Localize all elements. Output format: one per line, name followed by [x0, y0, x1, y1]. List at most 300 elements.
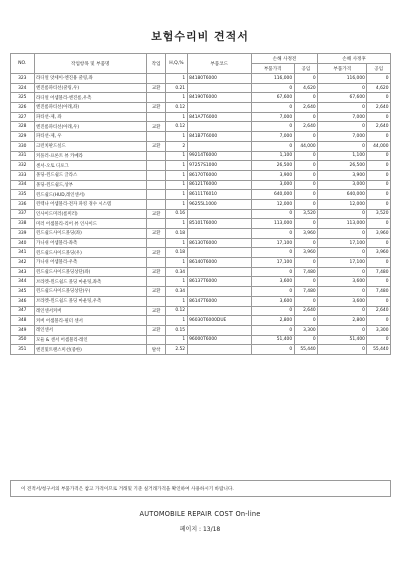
cell-labor-after: 2,640 — [367, 122, 391, 132]
cell-hqty: 1 — [166, 93, 187, 103]
cell-no: 343 — [11, 267, 35, 277]
cell-work: 교환 — [146, 83, 165, 93]
table-row — [11, 287, 391, 297]
cell-part-code: 85101T6000 — [187, 219, 251, 229]
cell-hqty: 0.12 — [166, 306, 187, 316]
cell-work — [146, 74, 165, 84]
cell-no: 342 — [11, 258, 35, 268]
cell-work — [146, 219, 165, 229]
cell-part-price-after: 0 — [318, 229, 367, 239]
cell-part-price-before: 12,000 — [251, 199, 294, 209]
table-row — [11, 335, 391, 345]
table-row — [11, 306, 391, 316]
header-part-price-after: 부품가격 — [318, 64, 367, 74]
cell-part-code — [187, 267, 251, 277]
cell-part-code — [187, 248, 251, 258]
cell-no: 341 — [11, 248, 35, 258]
cell-work — [146, 132, 165, 142]
cell-work — [146, 112, 165, 122]
table-row — [11, 83, 391, 93]
table-row — [11, 170, 391, 180]
cell-labor-before: 0 — [294, 132, 318, 142]
cell-labor-after: 7,480 — [367, 287, 391, 297]
cell-labor-before: 2,640 — [294, 103, 318, 113]
cell-part-code: 86121T6000 — [187, 180, 251, 190]
cell-labor-after: 0 — [367, 132, 391, 142]
cell-part-code: 86137T6000 — [187, 277, 251, 287]
cell-item: 윈드쉴드사이드몰딩상단(우) — [34, 287, 146, 297]
table-row — [11, 277, 391, 287]
cell-labor-before: 2,640 — [294, 122, 318, 132]
cell-part-code — [187, 306, 251, 316]
cell-item: 윈드쉴드사이드몰딩(우) — [34, 248, 146, 258]
cell-part-price-after: 0 — [318, 345, 367, 355]
cell-part-price-after: 51,400 — [318, 335, 367, 345]
cell-hqty: 1 — [166, 74, 187, 84]
cell-labor-before: 4,620 — [294, 83, 318, 93]
cell-part-price-before: 3,900 — [251, 170, 294, 180]
cell-part-code: 99214T6000 — [187, 151, 251, 161]
cell-item: 센서-오토 디포그 — [34, 161, 146, 171]
cell-no: 328 — [11, 122, 35, 132]
cell-part-code — [187, 229, 251, 239]
cell-hqty: 0.18 — [166, 248, 187, 258]
cell-no: 327 — [11, 112, 35, 122]
cell-part-price-before: 640,000 — [251, 190, 294, 200]
cell-work — [146, 277, 165, 287]
cell-work — [146, 258, 165, 268]
table-row — [11, 238, 391, 248]
cell-labor-after: 3,960 — [367, 229, 391, 239]
cell-part-price-after: 0 — [318, 141, 367, 151]
cell-hqty: 1 — [166, 277, 187, 287]
cell-no: 338 — [11, 219, 35, 229]
cell-part-code: 86147T6000 — [187, 296, 251, 306]
cell-part-code — [187, 287, 251, 297]
cell-part-price-before: 3,600 — [251, 296, 294, 306]
cell-part-price-before: 0 — [251, 287, 294, 297]
cell-item: 레인센서커버 — [34, 306, 146, 316]
cell-labor-after: 0 — [367, 74, 391, 84]
cell-part-code — [187, 141, 251, 151]
cell-labor-after: 0 — [367, 258, 391, 268]
cell-work — [146, 238, 165, 248]
cell-part-price-before: 17,100 — [251, 258, 294, 268]
cell-labor-before: 0 — [294, 93, 318, 103]
cell-work — [146, 335, 165, 345]
cell-work — [146, 190, 165, 200]
cell-item: 엔진및트랜스미션(중한) — [34, 345, 146, 355]
cell-work: 교환 — [146, 287, 165, 297]
cell-part-price-before: 26,500 — [251, 161, 294, 171]
cell-part-price-before: 17,100 — [251, 238, 294, 248]
cell-item: 브라켓-윈드쉴드 몰딩 마운팅,우측 — [34, 296, 146, 306]
cell-labor-before: 3,960 — [294, 248, 318, 258]
cell-hqty: 2.52 — [166, 345, 187, 355]
cell-no: 333 — [11, 170, 35, 180]
cell-part-price-after: 17,100 — [318, 258, 367, 268]
cell-no: 323 — [11, 74, 35, 84]
cell-item: 윈드쉴드사이드몰딩(좌) — [34, 229, 146, 239]
cell-hqty: 1 — [166, 199, 187, 209]
cell-labor-before: 0 — [294, 316, 318, 326]
cell-part-code: 841B7T6000 — [187, 132, 251, 142]
table-row — [11, 151, 391, 161]
cell-part-price-before: 113,000 — [251, 219, 294, 229]
cell-part-price-before: 0 — [251, 267, 294, 277]
cell-part-price-after: 0 — [318, 287, 367, 297]
cell-part-price-before: 0 — [251, 306, 294, 316]
page-number: 페이지 : 13/18 — [179, 526, 221, 533]
cell-item: 파티션-제, 좌 — [34, 112, 146, 122]
table-row — [11, 180, 391, 190]
table-row — [11, 93, 391, 103]
table-row — [11, 248, 391, 258]
cell-labor-before: 0 — [294, 151, 318, 161]
cell-labor-after: 44,000 — [367, 141, 391, 151]
cell-part-price-before: 3,000 — [251, 180, 294, 190]
cell-work: 교환 — [146, 103, 165, 113]
cell-item: 모듈 & 센서 어셈블리-레인 — [34, 335, 146, 345]
cell-item: 가니쉬 어셈블리-우측 — [34, 258, 146, 268]
cell-work: 교환 — [146, 306, 165, 316]
cell-hqty: 1 — [166, 180, 187, 190]
cell-hqty: 1 — [166, 219, 187, 229]
cell-labor-after: 0 — [367, 161, 391, 171]
cell-part-price-before: 7,000 — [251, 112, 294, 122]
header-part-price-before: 부품가격 — [251, 64, 294, 74]
header-work: 작업 — [146, 54, 165, 74]
cell-labor-after: 3,300 — [367, 325, 391, 335]
cell-work — [146, 180, 165, 190]
cell-part-price-after: 67,600 — [318, 93, 367, 103]
cell-labor-after: 0 — [367, 180, 391, 190]
cell-item: 커버 어셈블리-필터 센서 — [34, 316, 146, 326]
cell-part-code — [187, 209, 251, 219]
cell-item: 크런치판드실드 — [34, 141, 146, 151]
cell-part-price-after: 3,600 — [318, 277, 367, 287]
table-row — [11, 209, 391, 219]
document-title: 보험수리비 견적서 — [151, 30, 249, 43]
cell-labor-after: 0 — [367, 190, 391, 200]
cell-part-price-before: 1,100 — [251, 151, 294, 161]
cell-labor-after: 4,620 — [367, 83, 391, 93]
cell-no: 334 — [11, 180, 35, 190]
header-labor-before: 공임 — [294, 64, 318, 74]
cell-part-price-after: 2,800 — [318, 316, 367, 326]
cell-labor-before: 0 — [294, 335, 318, 345]
cell-labor-before: 0 — [294, 180, 318, 190]
cell-no: 345 — [11, 287, 35, 297]
cell-work — [146, 199, 165, 209]
cell-part-price-before: 0 — [251, 229, 294, 239]
table-row — [11, 267, 391, 277]
cell-no: 350 — [11, 335, 35, 345]
table-row — [11, 161, 391, 171]
table-row — [11, 103, 391, 113]
cell-part-price-before: 116,000 — [251, 74, 294, 84]
cell-part-price-after: 0 — [318, 122, 367, 132]
cell-labor-after: 55,440 — [367, 345, 391, 355]
cell-part-code: 841A7T6000 — [187, 112, 251, 122]
cell-item: 윈텍나 어셈블리-전자 파킹 경수 시스템 — [34, 199, 146, 209]
cell-part-price-after: 1,100 — [318, 151, 367, 161]
cell-part-price-after: 0 — [318, 267, 367, 277]
table-row — [11, 219, 391, 229]
cell-labor-after: 0 — [367, 277, 391, 287]
cell-item: 라디얼 앗세이-엔진용 쿨링,좌 — [34, 74, 146, 84]
cell-part-price-after: 640,000 — [318, 190, 367, 200]
cell-hqty: 0.12 — [166, 103, 187, 113]
cell-no: 335 — [11, 190, 35, 200]
cell-no: 347 — [11, 306, 35, 316]
cell-hqty: 1 — [166, 296, 187, 306]
table-row — [11, 229, 391, 239]
cell-part-code — [187, 103, 251, 113]
cell-hqty: 2 — [166, 141, 187, 151]
cell-labor-after: 0 — [367, 296, 391, 306]
cell-part-price-after: 12,000 — [318, 199, 367, 209]
cell-no: 339 — [11, 229, 35, 239]
cell-part-price-after: 0 — [318, 248, 367, 258]
cell-part-code: 86130T6000 — [187, 238, 251, 248]
cell-part-price-before: 67,600 — [251, 93, 294, 103]
cell-labor-after: 0 — [367, 219, 391, 229]
cell-no: 336 — [11, 199, 35, 209]
cell-no: 337 — [11, 209, 35, 219]
cell-labor-before: 0 — [294, 277, 318, 287]
cell-labor-before: 0 — [294, 190, 318, 200]
table-row — [11, 296, 391, 306]
cell-part-code: 86170T6000 — [187, 170, 251, 180]
cell-work: 교환 — [146, 141, 165, 151]
cell-work — [146, 161, 165, 171]
table-row — [11, 316, 391, 326]
cell-item: 엔진룸파티션(아래,우) — [34, 122, 146, 132]
cell-no: 344 — [11, 277, 35, 287]
cell-labor-after: 2,640 — [367, 306, 391, 316]
cell-labor-before: 7,480 — [294, 287, 318, 297]
cell-hqty: 1 — [166, 238, 187, 248]
cell-part-price-before: 0 — [251, 248, 294, 258]
cell-item: 레인센서 — [34, 325, 146, 335]
cell-work: 교환 — [146, 267, 165, 277]
cell-part-price-after: 3,000 — [318, 180, 367, 190]
cell-part-price-after: 3,600 — [318, 296, 367, 306]
table-header-row — [11, 54, 391, 64]
cell-no: 324 — [11, 83, 35, 93]
cell-part-price-before: 2,800 — [251, 316, 294, 326]
cell-item: 엔진룸파티션(쿨링,우) — [34, 83, 146, 93]
cell-part-price-before: 0 — [251, 345, 294, 355]
cell-part-price-before: 3,600 — [251, 277, 294, 287]
cell-part-code: 86111T6010 — [187, 190, 251, 200]
cell-part-code: 96255L1000 — [187, 199, 251, 209]
cell-item: 미러 어셈블리-리어 뷰 인사이드 — [34, 219, 146, 229]
cell-part-code — [187, 325, 251, 335]
cell-labor-before: 44,000 — [294, 141, 318, 151]
cell-part-price-before: 0 — [251, 83, 294, 93]
cell-hqty: 1 — [166, 151, 187, 161]
cell-part-price-before: 0 — [251, 325, 294, 335]
cell-item: 라디얼 어셈블리-엔진룸,우측 — [34, 93, 146, 103]
cell-no: 340 — [11, 238, 35, 248]
footnote: 이 견적서/청구서의 부품가격은 참고 가격이므로 거래및 기준 실거래가격을 확인하여 사용하시기 바랍니다. — [10, 480, 391, 497]
cell-hqty: 1 — [166, 190, 187, 200]
cell-no: 346 — [11, 296, 35, 306]
cell-labor-before: 0 — [294, 258, 318, 268]
estimate-table — [10, 53, 391, 355]
cell-item: 몰딩-윈드쉴드,상부 — [34, 180, 146, 190]
table-row — [11, 325, 391, 335]
cell-labor-before: 7,480 — [294, 267, 318, 277]
cell-work: 탈착 — [146, 345, 165, 355]
cell-item: 엔진룸파티션(아래,좌) — [34, 103, 146, 113]
cell-labor-after: 7,480 — [367, 267, 391, 277]
table-row — [11, 190, 391, 200]
cell-labor-after: 0 — [367, 93, 391, 103]
cell-work — [146, 170, 165, 180]
cell-hqty: 0.18 — [166, 229, 187, 239]
cell-labor-before: 3,960 — [294, 229, 318, 239]
cell-work — [146, 151, 165, 161]
cell-item: 가니쉬 어셈블리-좌측 — [34, 238, 146, 248]
cell-work: 교환 — [146, 325, 165, 335]
cell-labor-before: 0 — [294, 296, 318, 306]
cell-work: 교환 — [146, 229, 165, 239]
cell-hqty: 1 — [166, 161, 187, 171]
cell-hqty: 1 — [166, 258, 187, 268]
cell-labor-after: 0 — [367, 335, 391, 345]
cell-part-code: 97257S1000 — [187, 161, 251, 171]
cell-labor-before: 0 — [294, 219, 318, 229]
cell-work: 교환 — [146, 209, 165, 219]
cell-item: 인사이드미러(룸미러) — [34, 209, 146, 219]
cell-labor-before: 0 — [294, 170, 318, 180]
cell-part-price-before: 0 — [251, 122, 294, 132]
footer-title: AUTOMOBILE REPAIR COST On-line — [139, 510, 261, 518]
header-before-adjust: 손해 사정전 — [251, 54, 317, 64]
cell-hqty: 0.34 — [166, 287, 187, 297]
table-row — [11, 112, 391, 122]
cell-item: 브라켓-윈드쉴드 몰딩 마운팅,좌측 — [34, 277, 146, 287]
cell-part-price-after: 116,000 — [318, 74, 367, 84]
cell-labor-before: 3,300 — [294, 325, 318, 335]
cell-no: 332 — [11, 161, 35, 171]
cell-part-price-after: 0 — [318, 83, 367, 93]
cell-part-price-after: 17,100 — [318, 238, 367, 248]
cell-hqty: 0.34 — [166, 267, 187, 277]
cell-work: 교환 — [146, 248, 165, 258]
cell-part-code — [187, 345, 251, 355]
table-row — [11, 132, 391, 142]
table-row — [11, 345, 391, 355]
cell-labor-after: 3,520 — [367, 209, 391, 219]
header-hqty: H,Q,% — [166, 54, 187, 74]
cell-part-code: 86140T6000 — [187, 258, 251, 268]
header-after-adjust: 손해 사정후 — [318, 54, 391, 64]
cell-no: 325 — [11, 93, 35, 103]
table-row — [11, 258, 391, 268]
table-row — [11, 141, 391, 151]
cell-part-price-before: 51,400 — [251, 335, 294, 345]
cell-labor-before: 2,640 — [294, 306, 318, 316]
cell-hqty: 0.21 — [166, 83, 187, 93]
header-no: NO. — [11, 54, 35, 74]
cell-labor-before: 3,520 — [294, 209, 318, 219]
cell-labor-after: 0 — [367, 112, 391, 122]
cell-labor-before: 55,440 — [294, 345, 318, 355]
cell-labor-before: 0 — [294, 161, 318, 171]
cell-hqty: 0.15 — [166, 325, 187, 335]
cell-labor-before: 0 — [294, 74, 318, 84]
cell-part-price-after: 7,000 — [318, 132, 367, 142]
cell-work — [146, 93, 165, 103]
cell-part-code — [187, 122, 251, 132]
cell-part-price-after: 0 — [318, 325, 367, 335]
table-row — [11, 74, 391, 84]
cell-work — [146, 316, 165, 326]
cell-hqty: 0.16 — [166, 209, 187, 219]
header-item: 작업항목 및 부품명 — [34, 54, 146, 74]
cell-part-code: 84180T6000 — [187, 74, 251, 84]
cell-no: 331 — [11, 151, 35, 161]
cell-part-code: 96030T6000DUE — [187, 316, 251, 326]
cell-labor-before: 0 — [294, 238, 318, 248]
cell-part-price-before: 7,000 — [251, 132, 294, 142]
cell-item: 파티션-제, 우 — [34, 132, 146, 142]
cell-hqty: 1 — [166, 335, 187, 345]
cell-labor-after: 0 — [367, 316, 391, 326]
cell-item: 커플러-프론트 뷰 카메라 — [34, 151, 146, 161]
cell-no: 330 — [11, 141, 35, 151]
cell-labor-after: 0 — [367, 199, 391, 209]
table-row — [11, 199, 391, 209]
cell-part-price-before: 0 — [251, 141, 294, 151]
cell-hqty: 1 — [166, 132, 187, 142]
cell-labor-after: 0 — [367, 170, 391, 180]
cell-part-code: 84190T6000 — [187, 93, 251, 103]
cell-part-price-after: 0 — [318, 306, 367, 316]
header-labor-after: 공임 — [367, 64, 391, 74]
cell-part-price-after: 0 — [318, 103, 367, 113]
cell-part-code — [187, 83, 251, 93]
cell-no: 329 — [11, 132, 35, 142]
cell-labor-before: 0 — [294, 199, 318, 209]
cell-work: 교환 — [146, 122, 165, 132]
cell-part-price-after: 7,000 — [318, 112, 367, 122]
cell-labor-after: 0 — [367, 238, 391, 248]
cell-item: 윈드쉴드(HUD,레인센서) — [34, 190, 146, 200]
cell-hqty: 1 — [166, 316, 187, 326]
cell-part-price-before: 0 — [251, 209, 294, 219]
cell-hqty: 0.12 — [166, 122, 187, 132]
cell-labor-after: 3,960 — [367, 248, 391, 258]
header-part-code: 부품코드 — [187, 54, 251, 74]
cell-work — [146, 296, 165, 306]
cell-hqty: 1 — [166, 170, 187, 180]
cell-labor-after: 2,640 — [367, 103, 391, 113]
cell-labor-before: 0 — [294, 112, 318, 122]
cell-no: 348 — [11, 316, 35, 326]
cell-part-price-before: 0 — [251, 103, 294, 113]
table-row — [11, 122, 391, 132]
cell-item: 몰딩-윈드쉴드 글라스 — [34, 170, 146, 180]
cell-labor-after: 0 — [367, 151, 391, 161]
cell-part-price-after: 26,500 — [318, 161, 367, 171]
cell-part-price-after: 3,900 — [318, 170, 367, 180]
cell-part-price-after: 113,000 — [318, 219, 367, 229]
